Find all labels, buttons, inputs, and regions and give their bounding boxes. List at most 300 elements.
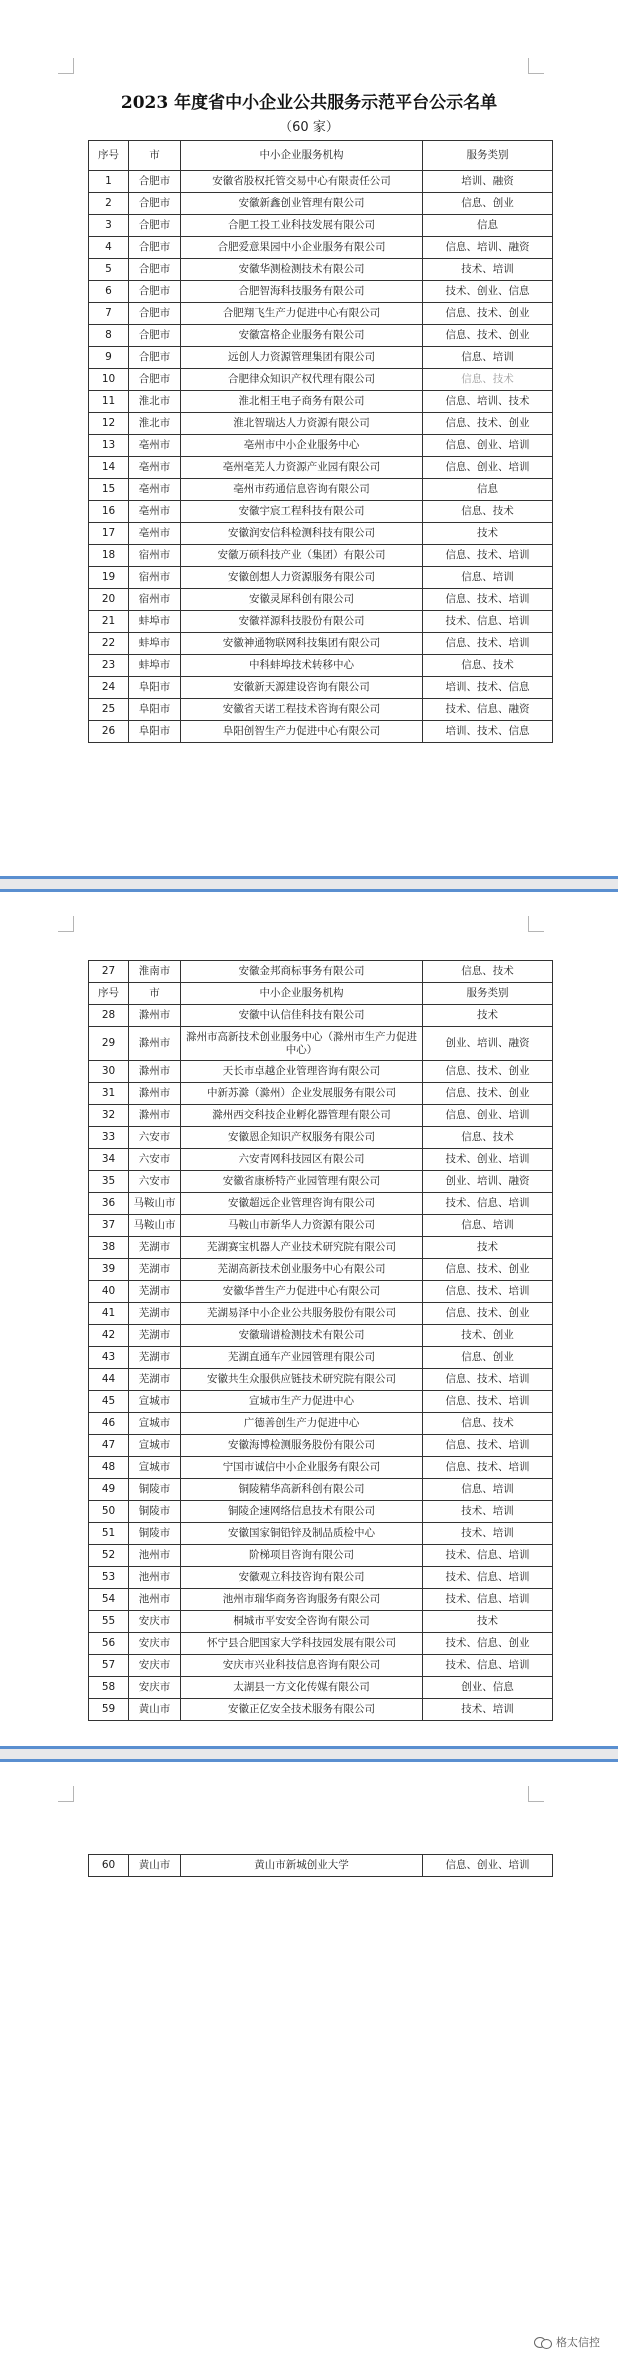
cell-service-category: 信息、技术、培训 [423, 1391, 553, 1413]
header-organization: 中小企业服务机构 [181, 141, 423, 171]
cell-service-category: 培训、技术、信息 [423, 721, 553, 743]
table-row [89, 1171, 553, 1193]
cell-organization: 铜陵精华高新科创有限公司 [181, 1479, 423, 1501]
header-index: 序号 [89, 141, 129, 171]
cell-city: 合肥市 [129, 347, 181, 369]
header-organization: 中小企业服务机构 [181, 983, 423, 1005]
cell-service-category: 信息、技术 [423, 501, 553, 523]
cell-index: 32 [89, 1105, 129, 1127]
cell-index: 39 [89, 1259, 129, 1281]
cell-index: 10 [89, 369, 129, 391]
cell-service-category: 信息、培训 [423, 567, 553, 589]
page-corner-mark [528, 1786, 544, 1802]
cell-city: 合肥市 [129, 303, 181, 325]
cell-service-category: 技术、培训 [423, 1501, 553, 1523]
table-row [89, 501, 553, 523]
cell-service-category: 信息、技术 [423, 369, 553, 391]
table-row [89, 1855, 553, 1877]
cell-organization: 安徽瑞谱检测技术有限公司 [181, 1325, 423, 1347]
cell-service-category: 信息、创业 [423, 1347, 553, 1369]
cell-city: 滁州市 [129, 1005, 181, 1027]
cell-organization: 远创人力资源管理集团有限公司 [181, 347, 423, 369]
cell-city: 芜湖市 [129, 1369, 181, 1391]
cell-service-category: 技术、培训 [423, 1523, 553, 1545]
cell-organization: 淮北相王电子商务有限公司 [181, 391, 423, 413]
cell-index: 57 [89, 1655, 129, 1677]
table-row [89, 1413, 553, 1435]
cell-organization: 安徽恩企知识产权服务有限公司 [181, 1127, 423, 1149]
cell-index: 13 [89, 435, 129, 457]
cell-city: 池州市 [129, 1567, 181, 1589]
cell-city: 亳州市 [129, 523, 181, 545]
table-row [89, 589, 553, 611]
table-row [89, 1027, 553, 1061]
cell-index: 43 [89, 1347, 129, 1369]
document-page-1 [0, 0, 618, 876]
cell-index: 27 [89, 961, 129, 983]
cell-index: 36 [89, 1193, 129, 1215]
cell-index: 6 [89, 281, 129, 303]
table-row [89, 1633, 553, 1655]
cell-city: 蚌埠市 [129, 611, 181, 633]
platform-list-table [88, 140, 553, 743]
cell-service-category: 信息、创业、培训 [423, 457, 553, 479]
cell-organization: 安徽共生众服供应链技术研究院有限公司 [181, 1369, 423, 1391]
cell-organization: 太湖县一方文化传媒有限公司 [181, 1677, 423, 1699]
table-row [89, 1303, 553, 1325]
cell-city: 黄山市 [129, 1699, 181, 1721]
cell-city: 黄山市 [129, 1855, 181, 1877]
cell-city: 亳州市 [129, 501, 181, 523]
cell-service-category: 技术、创业 [423, 1325, 553, 1347]
cell-index: 59 [89, 1699, 129, 1721]
cell-service-category: 技术、培训 [423, 1699, 553, 1721]
cell-service-category: 信息、技术、培训 [423, 633, 553, 655]
cell-city: 池州市 [129, 1589, 181, 1611]
cell-index: 30 [89, 1061, 129, 1083]
cell-index: 48 [89, 1457, 129, 1479]
table-row [89, 1193, 553, 1215]
cell-service-category: 技术、创业、信息 [423, 281, 553, 303]
cell-service-category: 信息、创业、培训 [423, 1855, 553, 1877]
cell-service-category: 技术、信息、培训 [423, 1545, 553, 1567]
cell-city: 滁州市 [129, 1105, 181, 1127]
cell-city: 滁州市 [129, 1061, 181, 1083]
cell-service-category: 技术、信息、培训 [423, 1193, 553, 1215]
cell-index: 47 [89, 1435, 129, 1457]
table-header-row [89, 983, 553, 1005]
cell-organization: 黄山市新城创业大学 [181, 1855, 423, 1877]
cell-index: 49 [89, 1479, 129, 1501]
cell-organization: 天长市卓越企业管理咨询有限公司 [181, 1061, 423, 1083]
table-row [89, 1677, 553, 1699]
cell-index: 7 [89, 303, 129, 325]
cell-organization: 阜阳创智生产力促进中心有限公司 [181, 721, 423, 743]
cell-organization: 广德善创生产力促进中心 [181, 1413, 423, 1435]
table-row [89, 1391, 553, 1413]
cell-organization: 合肥智海科技服务有限公司 [181, 281, 423, 303]
cell-city: 滁州市 [129, 1083, 181, 1105]
cell-organization: 安徽超远企业管理咨询有限公司 [181, 1193, 423, 1215]
cell-index: 11 [89, 391, 129, 413]
header-city: 市 [129, 141, 181, 171]
cell-service-category: 信息、技术、创业 [423, 303, 553, 325]
cell-city: 合肥市 [129, 369, 181, 391]
cell-service-category: 信息、技术、培训 [423, 1457, 553, 1479]
table-row [89, 171, 553, 193]
table-row [89, 523, 553, 545]
cell-organization: 安徽中认信佳科技有限公司 [181, 1005, 423, 1027]
cell-service-category: 信息、创业 [423, 193, 553, 215]
cell-service-category: 技术、信息、培训 [423, 611, 553, 633]
page-corner-mark [58, 916, 74, 932]
cell-organization: 合肥翔飞生产力促进中心有限公司 [181, 303, 423, 325]
table-row [89, 961, 553, 983]
cell-city: 马鞍山市 [129, 1193, 181, 1215]
cell-index: 15 [89, 479, 129, 501]
cell-index: 14 [89, 457, 129, 479]
cell-service-category: 信息、培训 [423, 1215, 553, 1237]
cell-index: 3 [89, 215, 129, 237]
cell-organization: 安徽新鑫创业管理有限公司 [181, 193, 423, 215]
cell-city: 滁州市 [129, 1027, 181, 1061]
cell-organization: 芜湖易泽中小企业公共服务股份有限公司 [181, 1303, 423, 1325]
table-row [89, 1325, 553, 1347]
table-row [89, 325, 553, 347]
cell-city: 亳州市 [129, 435, 181, 457]
cell-service-category: 信息、培训、技术 [423, 391, 553, 413]
cell-service-category: 信息、技术 [423, 655, 553, 677]
cell-organization: 安徽华测检测技术有限公司 [181, 259, 423, 281]
cell-city: 宿州市 [129, 589, 181, 611]
table-row [89, 1369, 553, 1391]
cell-service-category: 技术 [423, 1005, 553, 1027]
cell-organization: 亳州市药通信息咨询有限公司 [181, 479, 423, 501]
cell-organization: 中科蚌埠技术转移中心 [181, 655, 423, 677]
cell-service-category: 培训、技术、信息 [423, 677, 553, 699]
cell-city: 合肥市 [129, 259, 181, 281]
header-city: 市 [129, 983, 181, 1005]
table-row [89, 1523, 553, 1545]
header-index: 序号 [89, 983, 129, 1005]
cell-index: 31 [89, 1083, 129, 1105]
table-row [89, 193, 553, 215]
header-service-category: 服务类别 [423, 983, 553, 1005]
cell-organization: 安庆市兴业科技信息咨询有限公司 [181, 1655, 423, 1677]
cell-city: 宿州市 [129, 567, 181, 589]
cell-organization: 滁州市高新技术创业服务中心（滁州市生产力促进中心） [181, 1027, 423, 1061]
document-title: 2023 年度省中小企业公共服务示范平台公示名单 [120, 93, 498, 113]
cell-service-category: 信息、技术、培训 [423, 1369, 553, 1391]
table-row [89, 1215, 553, 1237]
cell-organization: 合肥律众知识产权代理有限公司 [181, 369, 423, 391]
table-row [89, 259, 553, 281]
cell-service-category: 信息、技术、创业 [423, 325, 553, 347]
table-row [89, 1655, 553, 1677]
cell-organization: 安徽创想人力资源服务有限公司 [181, 567, 423, 589]
cell-service-category: 技术、信息、培训 [423, 1655, 553, 1677]
cell-index: 52 [89, 1545, 129, 1567]
cell-city: 芜湖市 [129, 1281, 181, 1303]
cell-service-category: 信息 [423, 215, 553, 237]
cell-index: 12 [89, 413, 129, 435]
cell-service-category: 培训、融资 [423, 171, 553, 193]
page-corner-mark [58, 1786, 74, 1802]
cell-index: 2 [89, 193, 129, 215]
table-row [89, 347, 553, 369]
table-row [89, 1435, 553, 1457]
table-header-row [89, 141, 553, 171]
cell-organization: 池州市瑞华商务咨询服务有限公司 [181, 1589, 423, 1611]
cell-city: 铜陵市 [129, 1479, 181, 1501]
cell-service-category: 信息、技术、培训 [423, 589, 553, 611]
cell-city: 合肥市 [129, 237, 181, 259]
cell-organization: 桐城市平安安全咨询有限公司 [181, 1611, 423, 1633]
cell-organization: 芜湖赛宝机器人产业技术研究院有限公司 [181, 1237, 423, 1259]
table-row [89, 1611, 553, 1633]
cell-city: 铜陵市 [129, 1501, 181, 1523]
cell-organization: 铜陵企速网络信息技术有限公司 [181, 1501, 423, 1523]
cell-organization: 安徽省股权托管交易中心有限责任公司 [181, 171, 423, 193]
table-row [89, 1061, 553, 1083]
cell-city: 合肥市 [129, 215, 181, 237]
cell-organization: 安徽祥源科技股份有限公司 [181, 611, 423, 633]
table-row [89, 1127, 553, 1149]
cell-organization: 宁国市诚信中小企业服务有限公司 [181, 1457, 423, 1479]
cell-index: 28 [89, 1005, 129, 1027]
cell-index: 19 [89, 567, 129, 589]
cell-city: 宣城市 [129, 1413, 181, 1435]
cell-service-category: 技术、信息、培训 [423, 1567, 553, 1589]
watermark-text: 格太信控 [556, 2336, 600, 2349]
page-separator [0, 1746, 618, 1762]
cell-city: 安庆市 [129, 1655, 181, 1677]
cell-organization: 安徽观立科技咨询有限公司 [181, 1567, 423, 1589]
cell-service-category: 创业、培训、融资 [423, 1027, 553, 1061]
table-row [89, 611, 553, 633]
cell-city: 宣城市 [129, 1457, 181, 1479]
source-watermark [534, 2334, 600, 2350]
document-subtitle: （60 家） [279, 120, 339, 135]
cell-index: 54 [89, 1589, 129, 1611]
cell-service-category: 技术、信息、培训 [423, 1589, 553, 1611]
cell-organization: 安徽华普生产力促进中心有限公司 [181, 1281, 423, 1303]
cell-service-category: 信息、技术、创业 [423, 1083, 553, 1105]
cell-service-category: 技术 [423, 1237, 553, 1259]
cell-service-category: 信息、技术、创业 [423, 413, 553, 435]
table-row [89, 655, 553, 677]
cell-index: 20 [89, 589, 129, 611]
table-row [89, 699, 553, 721]
cell-index: 46 [89, 1413, 129, 1435]
cell-index: 53 [89, 1567, 129, 1589]
table-row [89, 1567, 553, 1589]
table-row [89, 391, 553, 413]
cell-index: 29 [89, 1027, 129, 1061]
cell-organization: 芜湖直通车产业园管理有限公司 [181, 1347, 423, 1369]
cell-city: 合肥市 [129, 281, 181, 303]
table-row [89, 479, 553, 501]
cell-organization: 安徽省康桥特产业园管理有限公司 [181, 1171, 423, 1193]
cell-index: 4 [89, 237, 129, 259]
cell-city: 合肥市 [129, 171, 181, 193]
cell-city: 蚌埠市 [129, 655, 181, 677]
cell-service-category: 技术 [423, 523, 553, 545]
cell-service-category: 信息、培训、融资 [423, 237, 553, 259]
cell-index: 42 [89, 1325, 129, 1347]
cell-city: 阜阳市 [129, 721, 181, 743]
platform-list-table [88, 1854, 553, 1877]
cell-city: 池州市 [129, 1545, 181, 1567]
cell-city: 马鞍山市 [129, 1215, 181, 1237]
cell-organization: 怀宁县合肥国家大学科技园发展有限公司 [181, 1633, 423, 1655]
cell-index: 38 [89, 1237, 129, 1259]
cell-organization: 安徽万硕科技产业（集团）有限公司 [181, 545, 423, 567]
cell-service-category: 信息、技术、培训 [423, 1435, 553, 1457]
cell-index: 24 [89, 677, 129, 699]
cell-city: 淮北市 [129, 391, 181, 413]
document-page-3 [0, 1762, 618, 2360]
table-row [89, 1105, 553, 1127]
cell-city: 芜湖市 [129, 1303, 181, 1325]
cell-service-category: 技术、创业、培训 [423, 1149, 553, 1171]
table-row [89, 1347, 553, 1369]
table-row [89, 1149, 553, 1171]
cell-organization: 安徽正亿安全技术服务有限公司 [181, 1699, 423, 1721]
cell-organization: 阶梯项目咨询有限公司 [181, 1545, 423, 1567]
cell-service-category: 信息 [423, 479, 553, 501]
table-row [89, 1281, 553, 1303]
cell-index: 17 [89, 523, 129, 545]
table-row [89, 303, 553, 325]
cell-organization: 安徽新天源建设咨询有限公司 [181, 677, 423, 699]
cell-city: 芜湖市 [129, 1259, 181, 1281]
table-row [89, 435, 553, 457]
cell-index: 37 [89, 1215, 129, 1237]
cell-index: 45 [89, 1391, 129, 1413]
table-row [89, 1479, 553, 1501]
table-row [89, 215, 553, 237]
page-corner-mark [528, 58, 544, 74]
cell-index: 60 [89, 1855, 129, 1877]
cell-index: 55 [89, 1611, 129, 1633]
cell-index: 35 [89, 1171, 129, 1193]
cell-index: 33 [89, 1127, 129, 1149]
cell-index: 18 [89, 545, 129, 567]
document-page-2 [0, 892, 618, 1746]
cell-organization: 安徽金邦商标事务有限公司 [181, 961, 423, 983]
cell-index: 21 [89, 611, 129, 633]
cell-organization: 合肥工投工业科技发展有限公司 [181, 215, 423, 237]
cell-city: 安庆市 [129, 1611, 181, 1633]
cell-city: 安庆市 [129, 1677, 181, 1699]
cell-city: 芜湖市 [129, 1347, 181, 1369]
table-row [89, 721, 553, 743]
cell-organization: 亳州亳芜人力资源产业园有限公司 [181, 457, 423, 479]
table-row [89, 677, 553, 699]
cell-organization: 安徽海博检测服务股份有限公司 [181, 1435, 423, 1457]
cell-organization: 芜湖高新技术创业服务中心有限公司 [181, 1259, 423, 1281]
cell-service-category: 信息、技术、培训 [423, 1281, 553, 1303]
cell-service-category: 信息、创业、培训 [423, 1105, 553, 1127]
cell-organization: 马鞍山市新华人力资源有限公司 [181, 1215, 423, 1237]
cell-service-category: 信息、技术、创业 [423, 1303, 553, 1325]
cell-city: 安庆市 [129, 1633, 181, 1655]
cell-service-category: 信息、培训 [423, 1479, 553, 1501]
cell-service-category: 创业、培训、融资 [423, 1171, 553, 1193]
cell-city: 宿州市 [129, 545, 181, 567]
cell-index: 26 [89, 721, 129, 743]
cell-organization: 安徽富格企业服务有限公司 [181, 325, 423, 347]
table-row [89, 1259, 553, 1281]
platform-list-table [88, 960, 553, 1721]
cell-index: 41 [89, 1303, 129, 1325]
table-row [89, 237, 553, 259]
cell-organization: 安徽宇宸工程科技有限公司 [181, 501, 423, 523]
cell-city: 阜阳市 [129, 699, 181, 721]
cell-service-category: 信息、技术、创业 [423, 1061, 553, 1083]
table-row [89, 457, 553, 479]
cell-service-category: 信息、技术、培训 [423, 545, 553, 567]
cell-organization: 合肥爱意果园中小企业服务有限公司 [181, 237, 423, 259]
cell-city: 合肥市 [129, 325, 181, 347]
cell-index: 34 [89, 1149, 129, 1171]
table-row [89, 1699, 553, 1721]
table-row [89, 1545, 553, 1567]
cell-city: 淮北市 [129, 413, 181, 435]
table-row [89, 1005, 553, 1027]
cell-city: 六安市 [129, 1171, 181, 1193]
cell-service-category: 信息、技术、创业 [423, 1259, 553, 1281]
table-row [89, 413, 553, 435]
cell-index: 5 [89, 259, 129, 281]
cell-index: 58 [89, 1677, 129, 1699]
cell-index: 8 [89, 325, 129, 347]
cell-organization: 六安青网科技园区有限公司 [181, 1149, 423, 1171]
cell-index: 50 [89, 1501, 129, 1523]
cell-service-category: 技术、信息、创业 [423, 1633, 553, 1655]
cell-city: 芜湖市 [129, 1237, 181, 1259]
page-corner-mark [58, 58, 74, 74]
cell-index: 40 [89, 1281, 129, 1303]
cell-index: 22 [89, 633, 129, 655]
table-row [89, 545, 553, 567]
table-row [89, 1083, 553, 1105]
page-corner-mark [528, 916, 544, 932]
cell-city: 合肥市 [129, 193, 181, 215]
table-row [89, 281, 553, 303]
cell-city: 阜阳市 [129, 677, 181, 699]
cell-organization: 安徽省天诺工程技术咨询有限公司 [181, 699, 423, 721]
cell-city: 亳州市 [129, 479, 181, 501]
header-service-category: 服务类别 [423, 141, 553, 171]
table-row [89, 633, 553, 655]
cell-service-category: 信息、培训 [423, 347, 553, 369]
cell-service-category: 信息、创业、培训 [423, 435, 553, 457]
cell-index: 44 [89, 1369, 129, 1391]
cell-organization: 安徽国家铜铅锌及制品质检中心 [181, 1523, 423, 1545]
table-row [89, 1237, 553, 1259]
cell-organization: 滁州西交科技企业孵化器管理有限公司 [181, 1105, 423, 1127]
cell-city: 淮南市 [129, 961, 181, 983]
cell-city: 宣城市 [129, 1391, 181, 1413]
table-row [89, 1457, 553, 1479]
cell-organization: 安徽灵犀科创有限公司 [181, 589, 423, 611]
cell-index: 9 [89, 347, 129, 369]
table-row [89, 1589, 553, 1611]
cell-service-category: 信息、技术 [423, 1413, 553, 1435]
cell-city: 铜陵市 [129, 1523, 181, 1545]
